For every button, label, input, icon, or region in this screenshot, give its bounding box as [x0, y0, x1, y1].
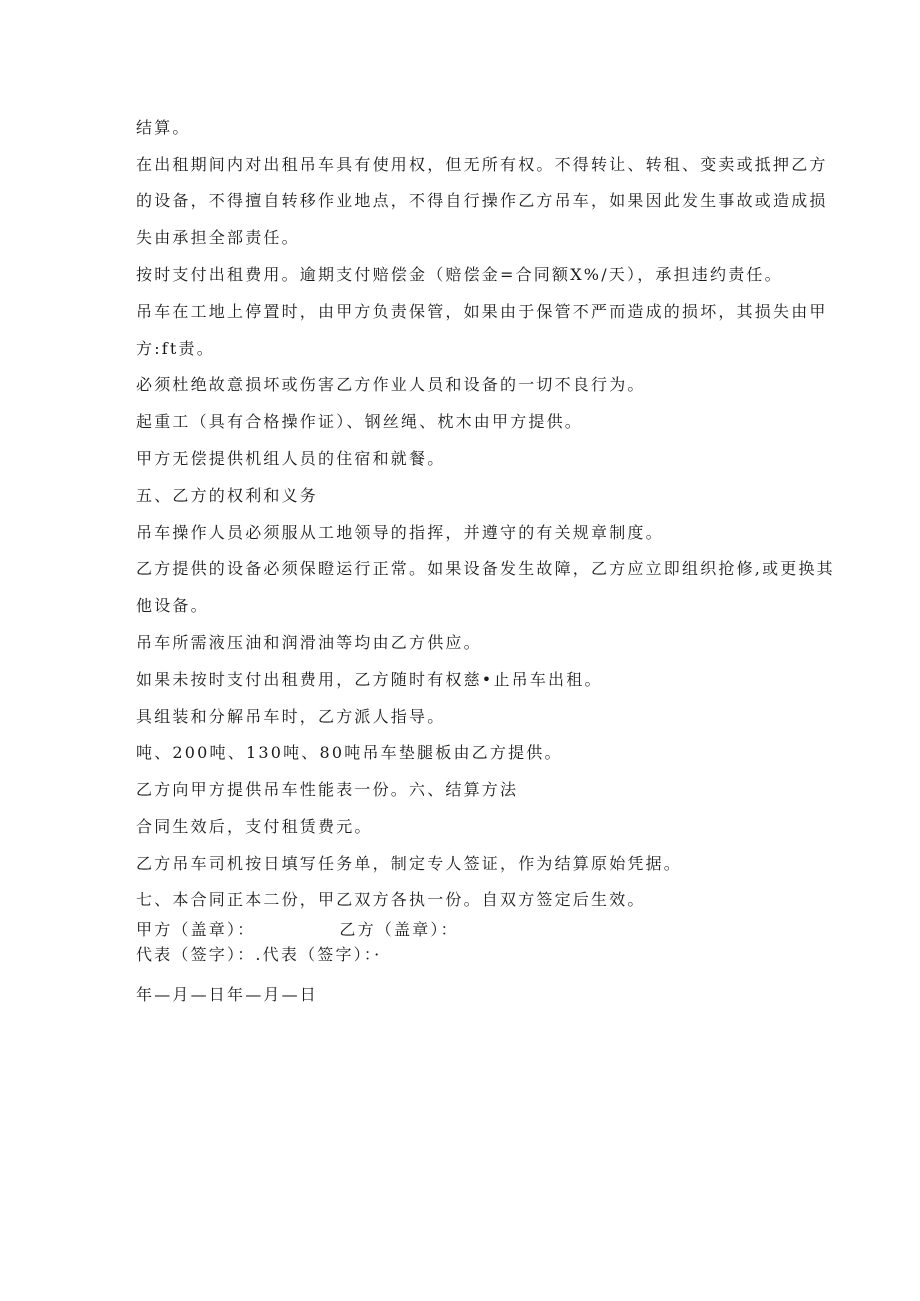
text-line: 具组装和分解吊车时，乙方派人指导。	[136, 707, 446, 726]
section-heading: 五、乙方的权利和义务	[136, 486, 319, 505]
text-line: 合同生效后，支付租赁费元。	[136, 817, 373, 836]
text-line: 乙方吊车司机按日填写任务单，制定专人签证，作为结算原始凭据。	[136, 854, 683, 873]
text-line: 吊车操作人员必须服从工地领导的指挥，并遵守的有关规章制度。	[136, 523, 664, 542]
party-a-seal-label: 甲方（盖章）：	[136, 920, 256, 939]
party-b-seal-label: 乙方（盖章）：	[339, 920, 459, 939]
signature-seal-row	[136, 920, 796, 940]
text-line: 乙方向甲方提供吊车性能表一份。六、结算方法	[136, 780, 519, 799]
text-line: 甲方无偿提供机组人员的住宿和就餐。	[136, 449, 446, 468]
representative-signature-row: 代表（签字）：.代表（签字）：·	[136, 945, 382, 964]
text-line: 如果未按时支付出租费用，乙方随时有权慈•止吊车出租。	[136, 670, 603, 689]
text-line: 吨、200吨、130吨、80吨吊车垫腿板由乙方提供。	[136, 743, 563, 762]
text-line: 起重工（具有合格操作证）、钢丝绳、枕木由甲方提供。	[136, 412, 584, 431]
text-line: 必须杜绝故意损坏或伤害乙方作业人员和设备的一切不良行为。	[136, 375, 646, 394]
text-line: 吊车所需液压油和润滑油等均由乙方供应。	[136, 633, 482, 652]
text-line: 吊车在工地上停置时，由甲方负责保管，如果由于保管不严而造成的损坏，其损失由甲	[136, 302, 828, 321]
text-line: 他设备。	[136, 596, 209, 615]
date-line: 年—月—日年—月—日	[136, 985, 319, 1004]
text-line: 失由承担全部责任。	[136, 228, 300, 247]
text-line: 乙方提供的设备必须保瞪运行正常。如果设备发生故障，乙方应立即组织抢修,或更换其	[136, 559, 835, 578]
text-line: 结算。	[136, 118, 191, 137]
text-line: 的设备，不得擅自转移作业地点，不得自行操作乙方吊车，如果因此发生事故或造成损	[136, 191, 828, 210]
text-line: 按时支付出租费用。逾期支付赔偿金（赔偿金=合同额X%/天），承担违约责任。	[136, 265, 783, 284]
text-line: 在出租期间内对出租吊车具有使用权，但无所有权。不得转让、转租、变卖或抵押乙方	[136, 155, 828, 174]
text-line: 方:ft责。	[136, 339, 215, 358]
section-heading: 七、本合同正本二份，甲乙双方各执一份。自双方签定后生效。	[136, 890, 646, 909]
